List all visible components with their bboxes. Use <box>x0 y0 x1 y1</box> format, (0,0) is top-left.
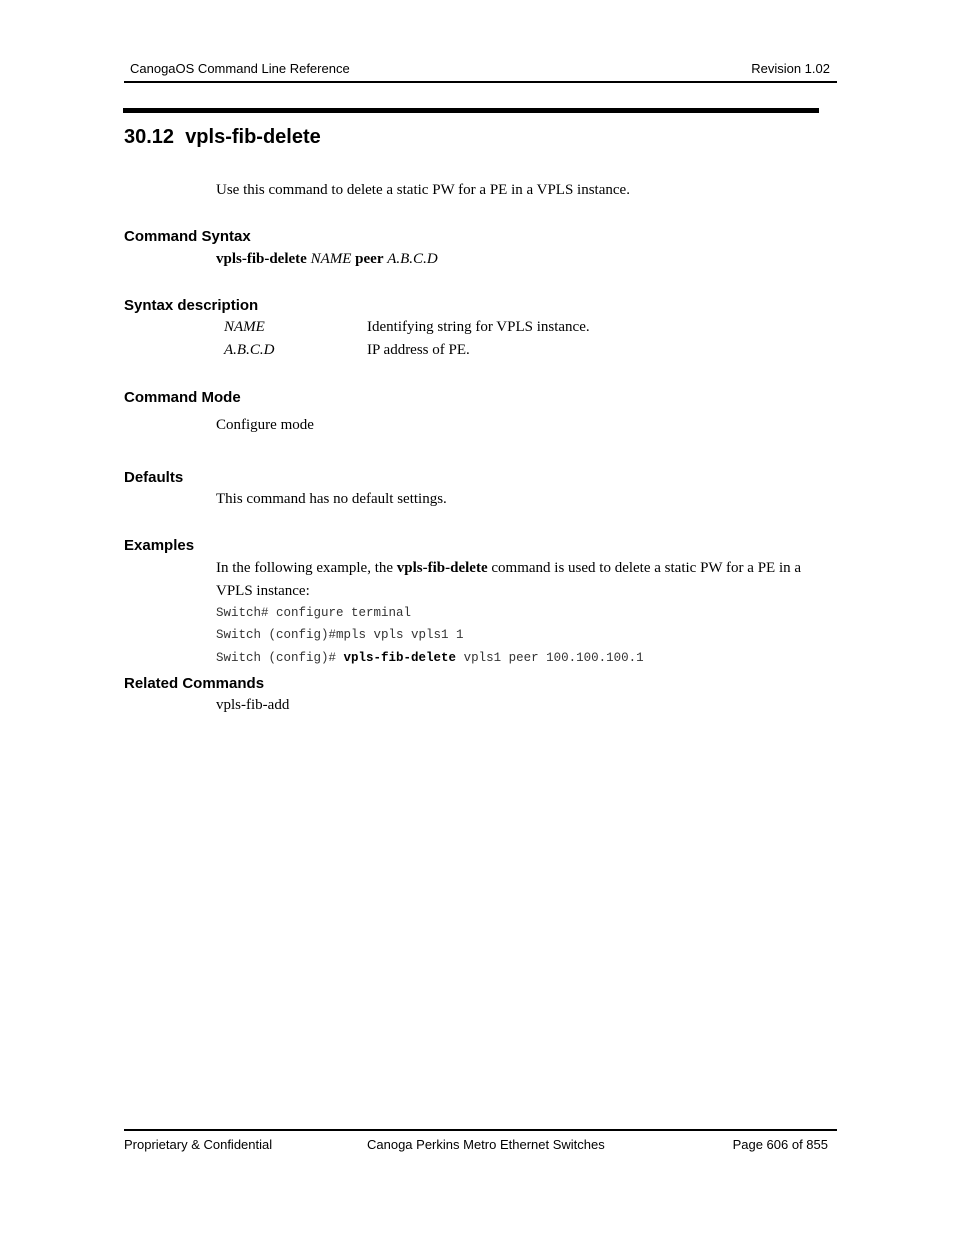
intro-paragraph: Use this command to delete a static PW for a PE in a VPLS instance. <box>216 182 630 198</box>
related-command-item: vpls-fib-add <box>216 697 290 713</box>
code-line-1: Switch# configure terminal <box>216 606 412 620</box>
header-divider <box>124 81 837 83</box>
footer-page-number: Page 606 of 855 <box>732 1137 828 1152</box>
command-mode-text: Configure mode <box>216 417 314 433</box>
command-syntax-line <box>216 251 438 268</box>
section-title <box>124 126 321 149</box>
examples-text-before: In the following example, the <box>216 560 397 576</box>
examples-paragraph-line2: VPLS instance: <box>216 583 310 599</box>
examples-heading: Examples <box>124 537 195 554</box>
examples-paragraph-line1 <box>216 560 801 577</box>
code-line-2: Switch (config)#mpls vpls vpls1 1 <box>216 628 464 642</box>
code-line-3 <box>216 651 644 665</box>
syntax-description-heading: Syntax description <box>124 297 259 314</box>
code-line-3-command: vpls-fib-delete <box>343 651 457 665</box>
defaults-text: This command has no default settings. <box>216 491 447 507</box>
defaults-heading: Defaults <box>124 469 184 486</box>
examples-text-command: vpls-fib-delete <box>396 560 488 576</box>
param-name: NAME <box>224 319 265 335</box>
section-name: vpls-fib-delete <box>185 126 321 148</box>
footer-divider <box>124 1129 837 1131</box>
syntax-command: vpls-fib-delete <box>216 251 307 267</box>
code-line-3-prefix: Switch (config)# <box>216 651 344 665</box>
param-name-desc: Identifying string for VPLS instance. <box>367 319 590 335</box>
syntax-arg-name: NAME <box>310 251 352 267</box>
syntax-arg-ip: A.B.C.D <box>387 251 438 267</box>
related-commands-heading: Related Commands <box>124 675 265 692</box>
examples-text-after: command is used to delete a static PW for a PE in a <box>487 560 802 576</box>
section-rule <box>123 108 819 113</box>
syntax-keyword-peer: peer <box>355 251 384 267</box>
command-syntax-heading: Command Syntax <box>124 228 251 245</box>
param-ip-desc: IP address of PE. <box>367 342 470 358</box>
command-mode-heading: Command Mode <box>124 389 241 406</box>
code-line-3-suffix: vpls1 peer 100.100.100.1 <box>456 651 644 665</box>
param-ip: A.B.C.D <box>224 342 275 358</box>
header-title: CanogaOS Command Line Reference <box>130 61 350 76</box>
section-number: 30.12 <box>124 126 175 148</box>
footer-confidential: Proprietary & Confidential <box>124 1137 273 1152</box>
footer-product: Canoga Perkins Metro Ethernet Switches <box>367 1137 605 1152</box>
header-revision: Revision 1.02 <box>751 61 830 76</box>
